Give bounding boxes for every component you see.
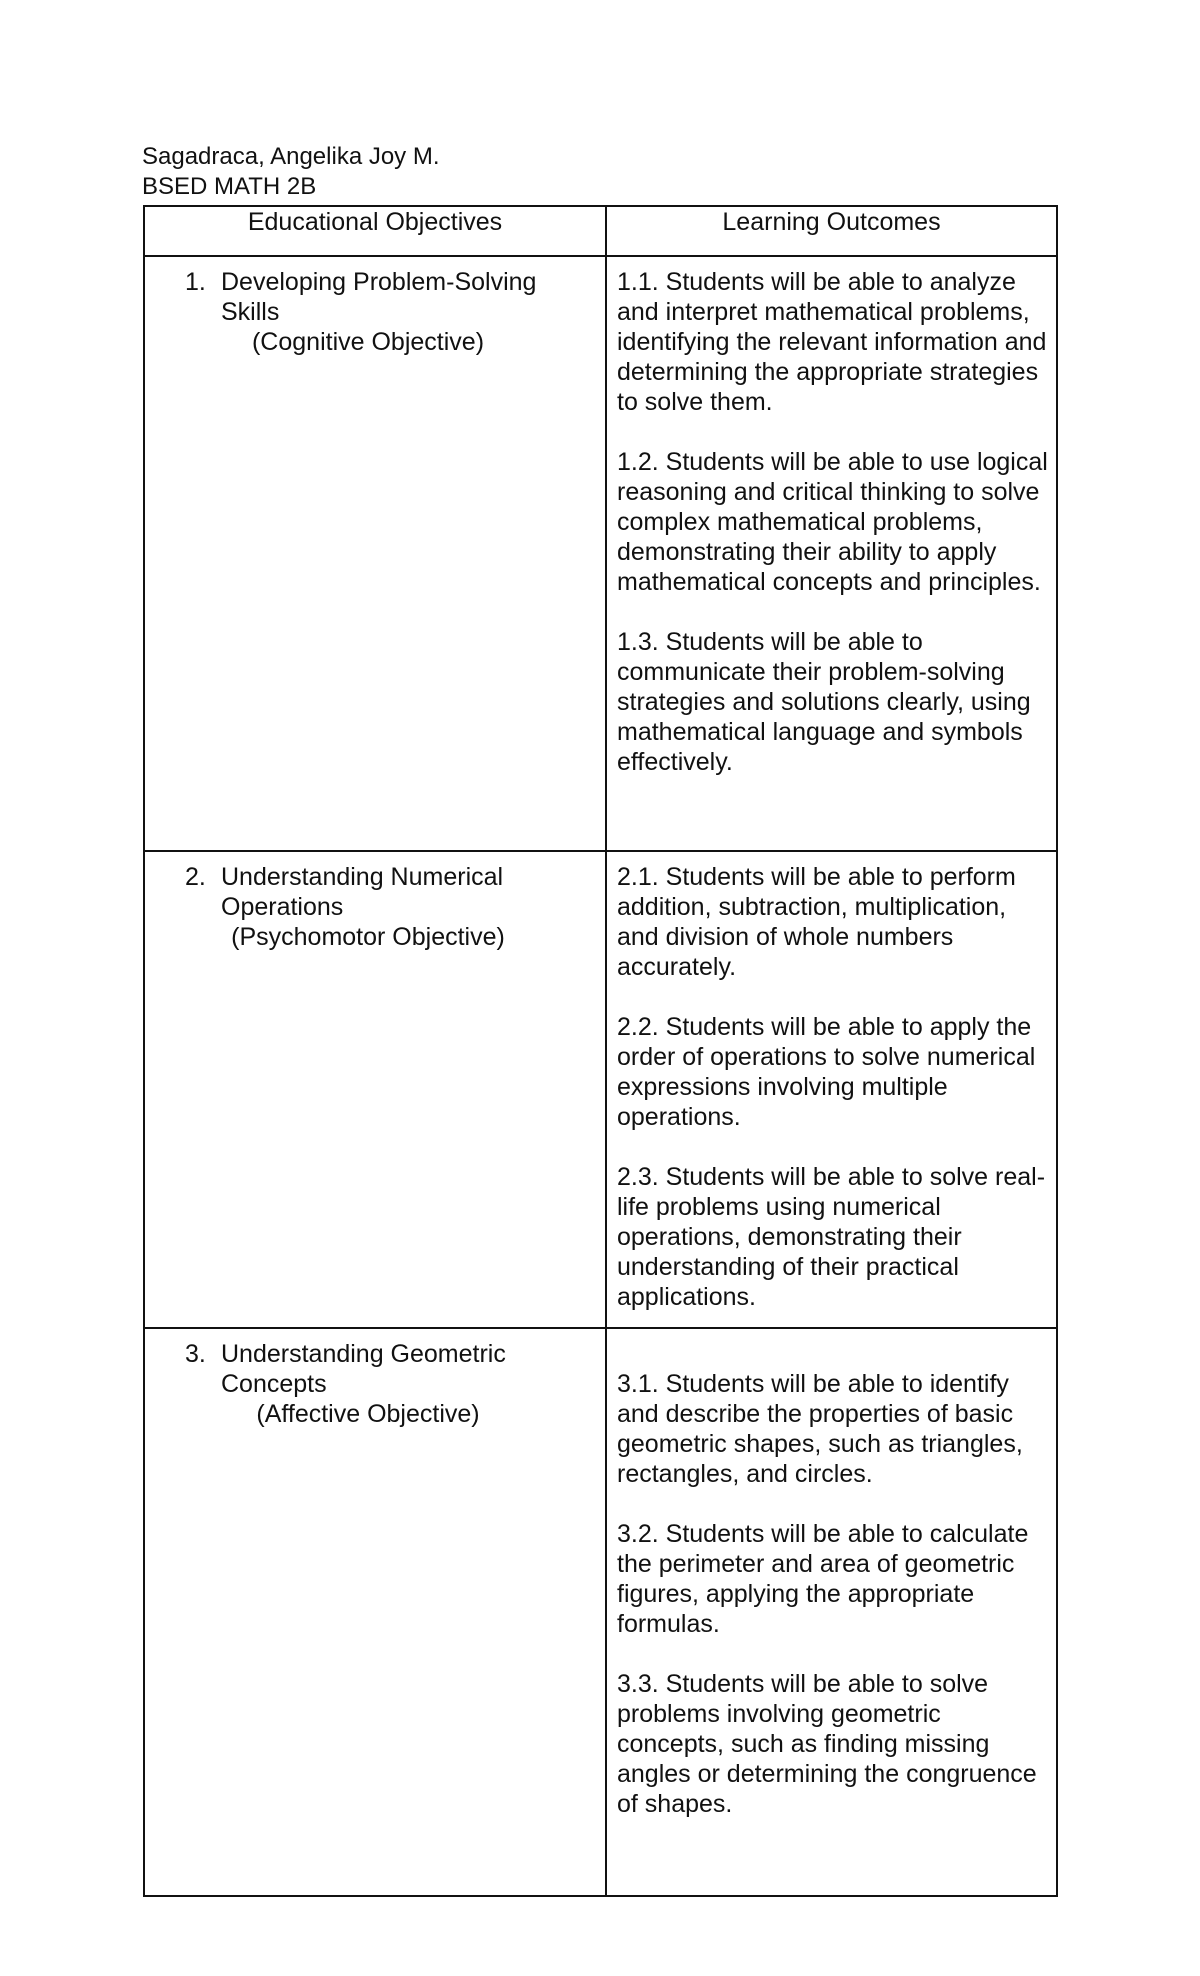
objective-body <box>221 862 599 952</box>
objective-cell <box>144 256 606 851</box>
table-row <box>144 1328 1057 1896</box>
outcomes-cell <box>606 256 1057 851</box>
learning-outcome: 3.1. Students will be able to identify and describe the properties of basic geometric shapes, such as triangles, rectangles, and circles. <box>617 1370 1023 1488</box>
learning-outcome: 3.3. Students will be able to solve problems involving geometric concepts, such as finding missing angles or determining the congruence of shapes. <box>617 1670 1037 1818</box>
table-row <box>144 256 1057 851</box>
student-name: Sagadraca, Angelika Joy M. <box>142 143 440 170</box>
learning-outcome: 2.3. Students will be able to solve real-life problems using numerical operations, demonstrating their understanding of their practical applications. <box>617 1163 1046 1311</box>
objective-number: 3. <box>185 1340 206 1368</box>
course-section: BSED MATH 2B <box>142 173 317 200</box>
objective-cell <box>144 1328 606 1896</box>
objective-item <box>185 1339 599 1429</box>
learning-outcome: 3.2. Students will be able to calculate the perimeter and area of geometric figures, applying the appropriate formulas. <box>617 1520 1029 1638</box>
header-educational-objectives: Educational Objectives <box>144 206 606 256</box>
header-learning-outcomes: Learning Outcomes <box>606 206 1057 256</box>
objective-title: Understanding Numerical Operations <box>221 863 504 921</box>
outcomes-cell <box>606 851 1057 1328</box>
objectives-outcomes-table <box>143 205 1058 1897</box>
objective-title: Understanding Geometric Concepts <box>221 1340 506 1398</box>
learning-outcome: 1.2. Students will be able to use logical reasoning and critical thinking to solve complex mathematical problems, demonstrating their ability to apply mathematical concepts and principles. <box>617 448 1048 596</box>
table-row <box>144 851 1057 1328</box>
objective-item <box>185 862 599 952</box>
learning-outcome: 1.3. Students will be able to communicate their problem-solving strategies and solutions clearly, using mathematical language and symbols effectively. <box>617 628 1031 776</box>
objective-number: 2. <box>185 863 206 891</box>
learning-outcome: 1.1. Students will be able to analyze and interpret mathematical problems, identifying the relevant information and determining the appropriate strategies to solve them. <box>617 268 1047 416</box>
objective-item <box>185 267 599 357</box>
objective-type: (Psychomotor Objective) <box>231 923 505 951</box>
objective-cell <box>144 851 606 1328</box>
learning-outcome: 2.2. Students will be able to apply the order of operations to solve numerical expressions involving multiple operations. <box>617 1013 1036 1131</box>
objective-type: (Cognitive Objective) <box>251 328 485 356</box>
outcomes-cell <box>606 1328 1057 1896</box>
objective-body <box>221 267 599 357</box>
table-header-row <box>144 206 1057 256</box>
objective-type: (Affective Objective) <box>256 1400 480 1428</box>
objective-number: 1. <box>185 268 206 296</box>
learning-outcome: 2.1. Students will be able to perform addition, subtraction, multiplication, and division of whole numbers accurately. <box>617 863 1016 981</box>
objective-title: Developing Problem-Solving Skills <box>221 268 537 326</box>
objective-body <box>221 1339 599 1429</box>
